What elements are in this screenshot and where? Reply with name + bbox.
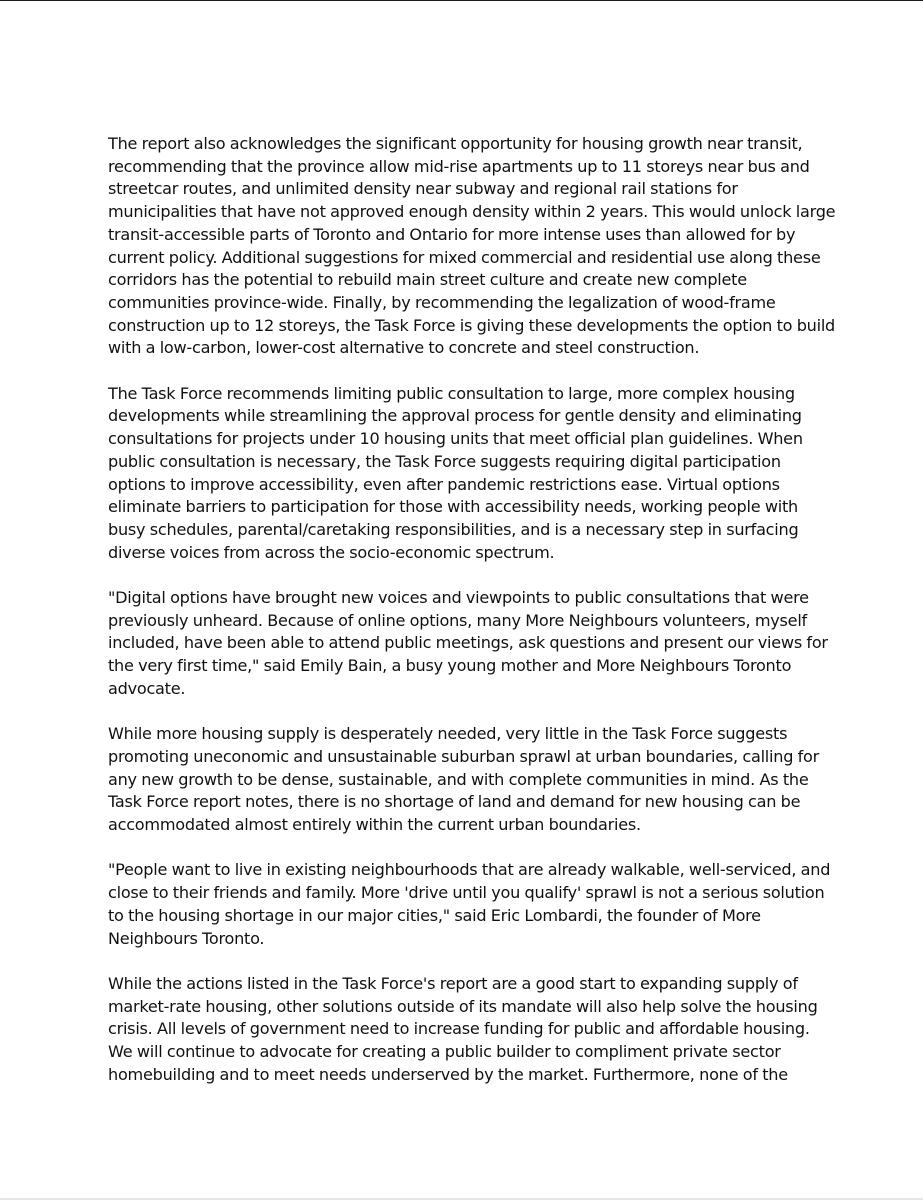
text-line: streetcar routes, and unlimited density near subway and regional rail stations for — [108, 179, 738, 199]
text-line: "Digital options have brought new voices and viewpoints to public consultations that were — [108, 588, 809, 608]
text-line: transit-accessible parts of Toronto and Ontario for more intense uses than allowed for by — [108, 224, 796, 244]
paragraph-other-solutions — [108, 973, 820, 1087]
text-line: The report also acknowledges the significant opportunity for housing growth near transit, — [108, 134, 803, 153]
text-line: While more housing supply is desperately needed, very little in the Task Force suggests — [108, 724, 788, 744]
text-line: Neighbours Toronto. — [108, 928, 265, 948]
text-line: corridors has the potential to rebuild main street culture and create new complete — [108, 270, 747, 290]
document-body — [108, 133, 836, 1109]
text-line: options to improve accessibility, even after pandemic restrictions ease. Virtual options — [108, 474, 780, 494]
text-line: the very first time," said Emily Bain, a busy young mother and More Neighbours Toronto — [108, 656, 792, 676]
text-line: developments while streamlining the approval process for gentle density and eliminating — [108, 406, 802, 426]
text-line: We will continue to advocate for creating a public builder to compliment private sector — [108, 1042, 781, 1062]
text-line: crisis. All levels of government need to increase funding for public and affordable housing. — [108, 1019, 810, 1039]
paragraph-quote-emily-bain — [108, 587, 828, 701]
text-line: construction up to 12 storeys, the Task Force is giving these developments the option to build — [108, 315, 836, 335]
text-line: included, have been able to attend public meetings, ask questions and present our views for — [108, 633, 828, 653]
text-line: advocate. — [108, 678, 186, 698]
text-line: public consultation is necessary, the Task Force suggests requiring digital participation — [108, 451, 781, 471]
text-line: promoting uneconomic and unsustainable suburban sprawl at urban boundaries, calling for — [108, 746, 820, 766]
text-line: busy schedules, parental/caretaking responsibilities, and is a necessary step in surfacing — [108, 519, 799, 539]
text-line: previously unheard. Because of online options, many More Neighbours volunteers, myself — [108, 610, 807, 630]
text-line: homebuilding and to meet needs underserved by the market. Furthermore, none of the — [108, 1064, 788, 1084]
text-line: "People want to live in existing neighbourhoods that are already walkable, well-serviced, and — [108, 860, 831, 880]
text-line: consultations for projects under 10 housing units that meet official plan guidelines. When — [108, 429, 803, 449]
text-line: accommodated almost entirely within the current urban boundaries. — [108, 815, 641, 835]
paragraph-quote-eric-lombardi — [108, 859, 831, 950]
text-line: any new growth to be dense, sustainable, and with complete communities in mind. As the — [108, 769, 809, 789]
text-line: current policy. Additional suggestions for mixed commercial and residential use along these — [108, 247, 821, 267]
text-line: The Task Force recommends limiting public consultation to large, more complex housing — [108, 383, 795, 403]
text-line: municipalities that have not approved enough density within 2 years. This would unlock large — [108, 202, 836, 222]
text-line: diverse voices from across the socio-economic spectrum. — [108, 542, 555, 562]
text-line: close to their friends and family. More 'drive until you qualify' sprawl is not a serious solution — [108, 883, 825, 903]
text-line: Task Force report notes, there is no shortage of land and demand for new housing can be — [108, 792, 801, 812]
text-line: While the actions listed in the Task Force's report are a good start to expanding supply of — [108, 973, 798, 993]
text-line: to the housing shortage in our major cities," said Eric Lombardi, the founder of More — [108, 905, 761, 925]
paragraph-suburban-sprawl — [108, 723, 820, 837]
paragraph-public-consultation — [108, 383, 820, 565]
paragraph-transit-growth — [108, 133, 836, 360]
text-line: recommending that the province allow mid-rise apartments up to 11 storeys near bus and — [108, 156, 810, 176]
text-line: market-rate housing, other solutions outside of its mandate will also help solve the housing — [108, 996, 818, 1016]
text-line: with a low-carbon, lower-cost alternative to concrete and steel construction. — [108, 338, 700, 358]
text-line: communities province-wide. Finally, by recommending the legalization of wood-frame — [108, 292, 776, 312]
text-line: eliminate barriers to participation for those with accessibility needs, working people with — [108, 497, 798, 517]
